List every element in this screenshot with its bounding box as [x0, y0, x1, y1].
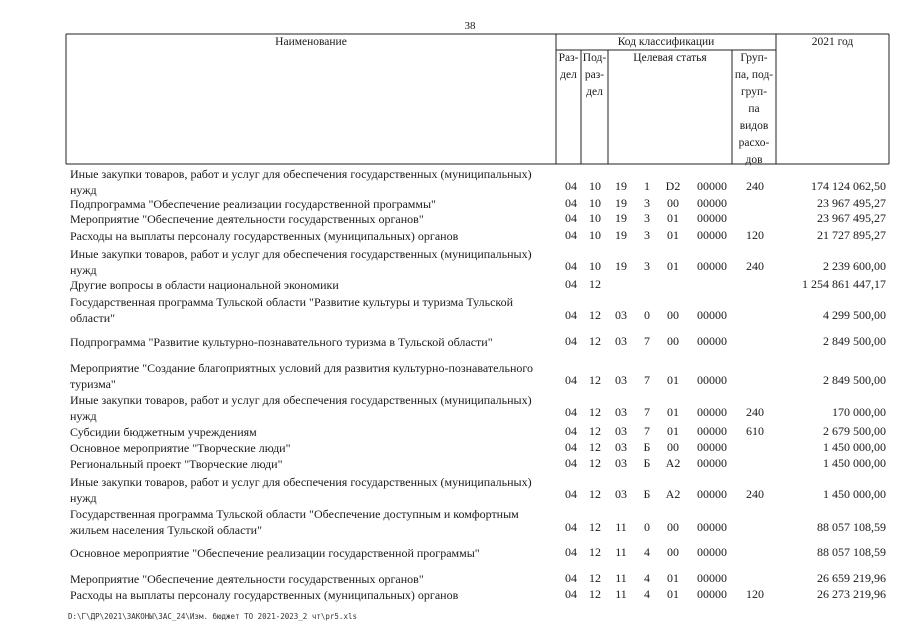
row-code-p: 10 — [589, 259, 601, 273]
row-amount: 2 849 500,00 — [823, 334, 886, 348]
row-amount: 88 057 108,59 — [817, 545, 886, 559]
row-code-p: 12 — [589, 520, 601, 534]
row-code-r: 04 — [565, 456, 577, 470]
row-code-r: 04 — [565, 545, 577, 559]
row-code-c1: 03 — [615, 424, 627, 438]
row-code-c4: 00000 — [697, 456, 727, 470]
row-code-c1: 11 — [615, 545, 627, 559]
file-path-footer: D:\Г\ДР\2021\ЗАКОНЫ\ЗАС_24\Изм. бюджет ТО 2021-2023_2 чт\pr5.xls — [68, 612, 357, 621]
row-amount: 4 299 500,00 — [823, 308, 886, 322]
row-code-c3: A2 — [665, 456, 681, 470]
row-amount: 1 450 000,00 — [823, 456, 886, 470]
row-amount: 26 273 219,96 — [817, 587, 886, 601]
row-code-g: 120 — [746, 228, 764, 242]
row-name: Субсидии бюджетным учреждениям — [70, 425, 257, 439]
row-name: Региональный проект "Творческие люди" — [70, 457, 283, 471]
row-code-c2: Б — [643, 487, 651, 501]
row-code-c3: 01 — [667, 587, 679, 601]
row-code-p: 10 — [589, 211, 601, 225]
row-code-p: 12 — [589, 571, 601, 585]
row-code-c3: 00 — [667, 545, 679, 559]
row-amount: 23 967 495,27 — [817, 211, 886, 225]
row-code-c2: 7 — [644, 373, 650, 387]
row-code-c2: 0 — [644, 520, 650, 534]
row-code-c2: 3 — [644, 228, 650, 242]
row-code-p: 12 — [589, 440, 601, 454]
row-code-c4: 00000 — [697, 405, 727, 419]
row-code-c3: 01 — [667, 405, 679, 419]
header-group: Груп- па, под- груп- па видов расхо- дов — [734, 52, 774, 166]
row-code-r: 04 — [565, 259, 577, 273]
row-code-p: 12 — [589, 405, 601, 419]
row-code-r: 04 — [565, 211, 577, 225]
row-code-c2: 7 — [644, 405, 650, 419]
row-code-r: 04 — [565, 373, 577, 387]
header-year: 2021 год — [811, 36, 854, 48]
row-code-c1: 11 — [615, 587, 627, 601]
row-amount: 88 057 108,59 — [817, 520, 886, 534]
row-name: Расходы на выплаты персоналу государственных (муниципальных) органов — [70, 588, 459, 602]
row-code-c4: 00000 — [697, 228, 727, 242]
row-code-c1: 03 — [615, 405, 627, 419]
row-name: Государственная программа Тульской области "Обеспечение доступным и комфортным жильем населения Тульской области" — [70, 507, 519, 537]
row-code-c3: 01 — [667, 373, 679, 387]
row-name: Мероприятие "Обеспечение деятельности государственных органов" — [70, 572, 424, 586]
row-name: Мероприятие "Обеспечение деятельности государственных органов" — [70, 212, 424, 226]
table-row — [0, 196, 905, 212]
row-code-r: 04 — [565, 520, 577, 534]
row-name: Государственная программа Тульской области "Развитие культуры и туризма Тульской области" — [70, 295, 514, 325]
row-name: Иные закупки товаров, работ и услуг для обеспечения государственных (муниципальных) нужд — [70, 167, 532, 197]
row-code-g: 240 — [746, 405, 764, 419]
row-code-c4: 00000 — [697, 487, 727, 501]
row-code-c3: 01 — [667, 571, 679, 585]
row-code-c4: 00000 — [697, 545, 727, 559]
row-code-c3: 01 — [667, 211, 679, 225]
row-amount: 1 254 861 447,17 — [802, 277, 886, 291]
row-name: Расходы на выплаты персоналу государственных (муниципальных) органов — [70, 229, 459, 243]
row-name: Иные закупки товаров, работ и услуг для обеспечения государственных (муниципальных) нужд — [70, 247, 532, 277]
row-amount: 2 239 600,00 — [823, 259, 886, 273]
row-code-c2: 7 — [644, 424, 650, 438]
row-code-c2: 3 — [644, 196, 650, 210]
table-row — [0, 474, 905, 506]
row-code-c3: 00 — [667, 440, 679, 454]
row-code-c4: 00000 — [697, 424, 727, 438]
row-code-c1: 03 — [615, 334, 627, 348]
table-row — [0, 456, 905, 472]
row-code-c4: 00000 — [697, 373, 727, 387]
row-code-c4: 00000 — [697, 259, 727, 273]
row-code-c1: 03 — [615, 308, 627, 322]
row-code-c1: 19 — [615, 228, 627, 242]
row-code-p: 12 — [589, 334, 601, 348]
row-code-c2: 4 — [644, 545, 650, 559]
row-amount: 170 000,00 — [832, 405, 886, 419]
row-code-c3: 01 — [667, 259, 679, 273]
row-code-c1: 19 — [615, 196, 627, 210]
row-code-p: 12 — [589, 308, 601, 322]
table-row — [0, 294, 905, 328]
table-row — [0, 440, 905, 456]
row-code-g: 240 — [746, 487, 764, 501]
row-code-p: 12 — [589, 545, 601, 559]
row-code-r: 04 — [565, 228, 577, 242]
row-amount: 1 450 000,00 — [823, 440, 886, 454]
row-code-c2: 4 — [644, 587, 650, 601]
row-name: Иные закупки товаров, работ и услуг для обеспечения государственных (муниципальных) нужд — [70, 475, 532, 505]
row-name: Мероприятие "Создание благоприятных условий для развития культурно-познавательного туризма" — [70, 361, 533, 391]
table-row — [0, 506, 905, 540]
page-number: 38 — [464, 20, 476, 32]
row-code-c1: 11 — [615, 571, 627, 585]
row-name: Иные закупки товаров, работ и услуг для обеспечения государственных (муниципальных) нужд — [70, 393, 532, 423]
row-code-c4: 00000 — [697, 334, 727, 348]
row-amount: 2 679 500,00 — [823, 424, 886, 438]
table-row — [0, 228, 905, 244]
row-code-r: 04 — [565, 196, 577, 210]
header-razdel: Раз- дел — [558, 52, 579, 81]
row-code-g: 240 — [746, 179, 764, 193]
row-code-r: 04 — [565, 587, 577, 601]
row-code-r: 04 — [565, 487, 577, 501]
row-code-c4: 00000 — [697, 196, 727, 210]
row-code-c3: 00 — [667, 520, 679, 534]
row-code-r: 04 — [565, 277, 577, 291]
row-code-p: 12 — [589, 373, 601, 387]
row-code-c2: 3 — [644, 259, 650, 273]
row-code-c3: 00 — [667, 334, 679, 348]
row-code-g: 120 — [746, 587, 764, 601]
row-code-c1: 03 — [615, 487, 627, 501]
row-code-c4: 00000 — [697, 211, 727, 225]
row-code-c2: 1 — [644, 179, 650, 193]
row-code-c2: Б — [643, 456, 651, 470]
row-code-c3: 00 — [667, 196, 679, 210]
row-code-p: 12 — [589, 424, 601, 438]
row-code-p: 12 — [589, 587, 601, 601]
row-amount: 174 124 062,50 — [811, 179, 886, 193]
table-row — [0, 571, 905, 587]
table-row — [0, 211, 905, 227]
row-code-c1: 03 — [615, 440, 627, 454]
row-code-c1: 03 — [615, 456, 627, 470]
row-code-c4: 00000 — [697, 440, 727, 454]
table-row — [0, 392, 905, 424]
row-name: Основное мероприятие "Обеспечение реализации государственной программы" — [70, 546, 480, 560]
row-amount: 26 659 219,96 — [817, 571, 886, 585]
table-row — [0, 277, 905, 293]
row-amount: 23 967 495,27 — [817, 196, 886, 210]
row-code-c4: 00000 — [697, 520, 727, 534]
table-row — [0, 587, 905, 603]
table-row — [0, 545, 905, 561]
row-code-g: 240 — [746, 259, 764, 273]
row-code-c1: 19 — [615, 211, 627, 225]
row-code-c3: D2 — [665, 179, 681, 193]
row-code-c1: 19 — [615, 259, 627, 273]
row-code-c4: 00000 — [697, 571, 727, 585]
row-code-c3: 01 — [667, 228, 679, 242]
row-code-r: 04 — [565, 424, 577, 438]
row-code-c2: 7 — [644, 334, 650, 348]
row-code-r: 04 — [565, 179, 577, 193]
row-code-c1: 11 — [615, 520, 627, 534]
row-code-p: 10 — [589, 179, 601, 193]
table-row — [0, 166, 905, 198]
row-code-c2: 3 — [644, 211, 650, 225]
row-code-p: 10 — [589, 196, 601, 210]
row-amount: 1 450 000,00 — [823, 487, 886, 501]
table-row — [0, 360, 905, 392]
table-row — [0, 424, 905, 440]
row-code-r: 04 — [565, 334, 577, 348]
header-target: Целевая статья — [633, 52, 707, 64]
row-code-p: 12 — [589, 277, 601, 291]
row-code-p: 12 — [589, 456, 601, 470]
row-code-c3: 00 — [667, 308, 679, 322]
row-code-c4: 00000 — [697, 308, 727, 322]
row-name: Основное мероприятие "Творческие люди" — [70, 441, 291, 455]
row-code-r: 04 — [565, 571, 577, 585]
row-code-c1: 03 — [615, 373, 627, 387]
row-code-c2: 0 — [644, 308, 650, 322]
header-name: Наименование — [275, 36, 347, 48]
row-code-p: 12 — [589, 487, 601, 501]
row-code-c3: A2 — [665, 487, 681, 501]
row-code-r: 04 — [565, 440, 577, 454]
row-code-r: 04 — [565, 405, 577, 419]
row-code-c4: 00000 — [697, 587, 727, 601]
row-code-c2: Б — [643, 440, 651, 454]
table-row — [0, 334, 905, 350]
header-podrazdel: Под- раз- дел — [582, 52, 607, 98]
row-code-p: 10 — [589, 228, 601, 242]
row-code-r: 04 — [565, 308, 577, 322]
row-code-c4: 00000 — [697, 179, 727, 193]
row-code-g: 610 — [746, 424, 764, 438]
table-row — [0, 246, 905, 278]
row-code-c1: 19 — [615, 179, 627, 193]
header-classification: Код классификации — [617, 36, 715, 48]
row-name: Другие вопросы в области национальной экономики — [70, 278, 339, 292]
row-code-c2: 4 — [644, 571, 650, 585]
row-amount: 21 727 895,27 — [817, 228, 886, 242]
row-name: Подпрограмма "Обеспечение реализации государственной программы" — [70, 197, 436, 211]
row-amount: 2 849 500,00 — [823, 373, 886, 387]
row-code-c3: 01 — [667, 424, 679, 438]
row-name: Подпрограмма "Развитие культурно-познавательного туризма в Тульской области" — [70, 335, 493, 349]
